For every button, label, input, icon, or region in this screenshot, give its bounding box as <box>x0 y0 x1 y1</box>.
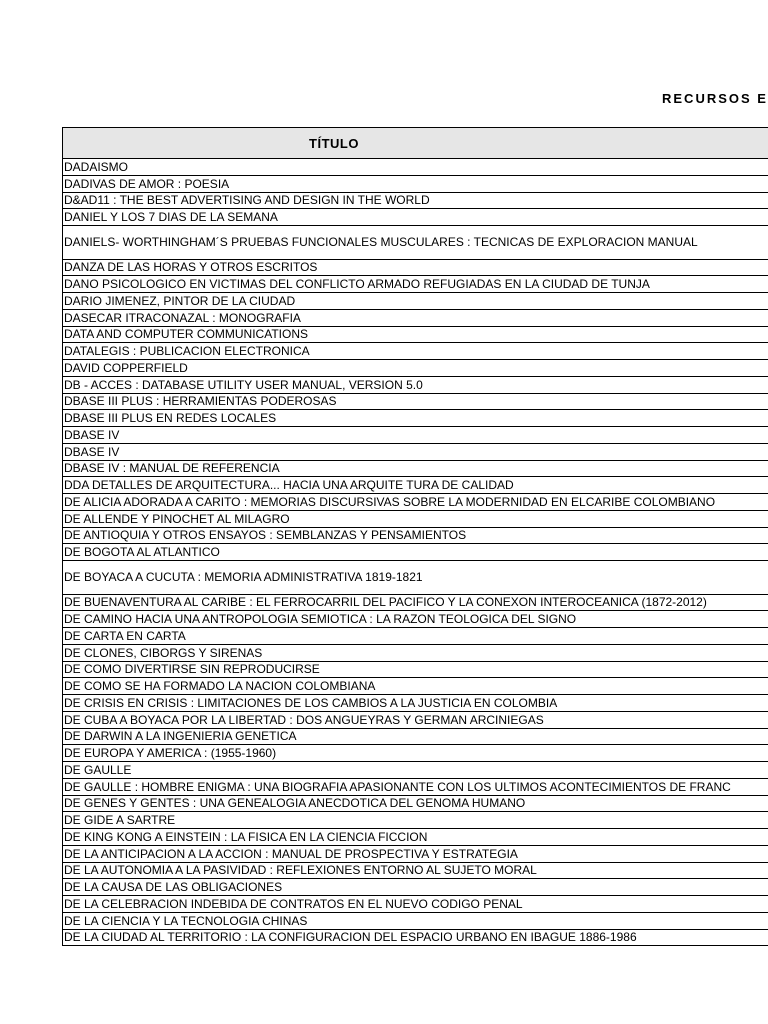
title-cell: DANZA DE LAS HORAS Y OTROS ESCRITOS <box>63 259 768 276</box>
table-row <box>63 561 768 595</box>
title-cell: DE DARWIN A LA INGENIERIA GENETICA <box>63 728 768 745</box>
title-cell: DE COMO SE HA FORMADO LA NACION COLOMBIANA <box>63 678 768 695</box>
table-row <box>63 226 768 260</box>
table-row <box>63 829 768 846</box>
table-row <box>63 544 768 561</box>
table-row <box>63 745 768 762</box>
column-header-titulo <box>63 128 768 159</box>
table-row <box>63 711 768 728</box>
table-row <box>63 293 768 310</box>
title-cell: DE GENES Y GENTES : UNA GENEALOGIA ANECDOTICA DEL GENOMA HUMANO <box>63 795 768 812</box>
table-row <box>63 427 768 444</box>
title-cell: DE LA CIENCIA Y LA TECNOLOGIA CHINAS <box>63 912 768 929</box>
title-cell: DBASE III PLUS : HERRAMIENTAS PODEROSAS <box>63 393 768 410</box>
table-row <box>63 326 768 343</box>
table-row <box>63 343 768 360</box>
title-cell: DANIEL Y LOS 7 DIAS DE LA SEMANA <box>63 209 768 226</box>
table-row <box>63 510 768 527</box>
title-cell: DASECAR ITRACONAZAL : MONOGRAFIA <box>63 309 768 326</box>
table-row <box>63 879 768 896</box>
title-cell: DE ALLENDE Y PINOCHET AL MILAGRO <box>63 510 768 527</box>
title-cell: DE KING KONG A EINSTEIN : LA FISICA EN LA CIENCIA FICCION <box>63 829 768 846</box>
table-row <box>63 661 768 678</box>
title-cell: DE GAULLE <box>63 762 768 779</box>
title-cell: DBASE IV <box>63 427 768 444</box>
column-header-label: TÍTULO <box>309 135 359 151</box>
table-row <box>63 762 768 779</box>
title-cell: DE LA CELEBRACION INDEBIDA DE CONTRATOS EN EL NUEVO CODIGO PENAL <box>63 896 768 913</box>
table-row <box>63 477 768 494</box>
title-cell: DE LA CAUSA DE LAS OBLIGACIONES <box>63 879 768 896</box>
table-header-row <box>63 128 768 159</box>
title-cell: DE GIDE A SARTRE <box>63 812 768 829</box>
title-cell: DE CAMINO HACIA UNA ANTROPOLOGIA SEMIOTICA : LA RAZON TEOLOGICA DEL SIGNO <box>63 611 768 628</box>
table-row <box>63 527 768 544</box>
page-title: RECURSOS E <box>662 91 768 106</box>
table-row <box>63 410 768 427</box>
title-cell: DE BOYACA A CUCUTA : MEMORIA ADMINISTRATIVA 1819-1821 <box>63 561 768 595</box>
table-row <box>63 309 768 326</box>
table-row <box>63 259 768 276</box>
table-row <box>63 494 768 511</box>
title-cell: DDA DETALLES DE ARQUITECTURA... HACIA UNA ARQUITE TURA DE CALIDAD <box>63 477 768 494</box>
title-cell: DE LA CIUDAD AL TERRITORIO : LA CONFIGURACION DEL ESPACIO URBANO EN IBAGUE 1886-1986 <box>63 929 768 946</box>
table-row <box>63 912 768 929</box>
table-row <box>63 644 768 661</box>
table-row <box>63 460 768 477</box>
title-cell: DE LA AUTONOMIA A LA PASIVIDAD : REFLEXIONES ENTORNO AL SUJETO MORAL <box>63 862 768 879</box>
title-cell: DANIELS- WORTHINGHAM´S PRUEBAS FUNCIONALES MUSCULARES : TECNICAS DE EXPLORACION MANUAL <box>63 226 768 260</box>
title-cell: DANO PSICOLOGICO EN VICTIMAS DEL CONFLICTO ARMADO REFUGIADAS EN LA CIUDAD DE TUNJA <box>63 276 768 293</box>
title-cell: DADAISMO <box>63 159 768 176</box>
table-row <box>63 845 768 862</box>
title-cell: DE ANTIOQUIA Y OTROS ENSAYOS : SEMBLANZAS Y PENSAMIENTOS <box>63 527 768 544</box>
table-row <box>63 929 768 946</box>
title-cell: DATALEGIS : PUBLICACION ELECTRONICA <box>63 343 768 360</box>
table-row <box>63 795 768 812</box>
title-cell: DBASE III PLUS EN REDES LOCALES <box>63 410 768 427</box>
title-cell: DE CARTA EN CARTA <box>63 628 768 645</box>
title-cell: DBASE IV : MANUAL DE REFERENCIA <box>63 460 768 477</box>
table-row <box>63 360 768 377</box>
table-row <box>63 896 768 913</box>
table-row <box>63 695 768 712</box>
table-row <box>63 778 768 795</box>
title-cell: DE LA ANTICIPACION A LA ACCION : MANUAL DE PROSPECTIVA Y ESTRATEGIA <box>63 845 768 862</box>
title-cell: DE BOGOTA AL ATLANTICO <box>63 544 768 561</box>
table-row <box>63 159 768 176</box>
title-cell: DE GAULLE : HOMBRE ENIGMA : UNA BIOGRAFIA APASIONANTE CON LOS ULTIMOS ACONTECIMIENTOS DE FRANC <box>63 778 768 795</box>
title-cell: DE CUBA A BOYACA POR LA LIBERTAD : DOS ANGUEYRAS Y GERMAN ARCINIEGAS <box>63 711 768 728</box>
title-cell: DAVID COPPERFIELD <box>63 360 768 377</box>
table-row <box>63 175 768 192</box>
title-cell: DADIVAS DE AMOR : POESIA <box>63 175 768 192</box>
catalog-table-container <box>62 127 768 946</box>
table-row <box>63 209 768 226</box>
title-cell: DE CRISIS EN CRISIS : LIMITACIONES DE LOS CAMBIOS A LA JUSTICIA EN COLOMBIA <box>63 695 768 712</box>
table-row <box>63 393 768 410</box>
table-row <box>63 611 768 628</box>
title-cell: DBASE IV <box>63 443 768 460</box>
title-cell: DB - ACCES : DATABASE UTILITY USER MANUAL, VERSION 5.0 <box>63 376 768 393</box>
table-row <box>63 628 768 645</box>
catalog-table-body <box>63 159 768 946</box>
table-row <box>63 728 768 745</box>
table-row <box>63 862 768 879</box>
title-cell: DE EUROPA Y AMERICA : (1955-1960) <box>63 745 768 762</box>
table-row <box>63 812 768 829</box>
title-cell: DE BUENAVENTURA AL CARIBE : EL FERROCARRIL DEL PACIFICO Y LA CONEXON INTEROCEANICA (1872-2012) <box>63 594 768 611</box>
title-cell: DE COMO DIVERTIRSE SIN REPRODUCIRSE <box>63 661 768 678</box>
title-cell: D&AD11 : THE BEST ADVERTISING AND DESIGN IN THE WORLD <box>63 192 768 209</box>
catalog-table <box>62 127 768 946</box>
title-cell: DE ALICIA ADORADA A CARITO : MEMORIAS DISCURSIVAS SOBRE LA MODERNIDAD EN ELCARIBE COLOMBIANO <box>63 494 768 511</box>
title-cell: DE CLONES, CIBORGS Y SIRENAS <box>63 644 768 661</box>
title-cell: DARIO JIMENEZ, PINTOR DE LA CIUDAD <box>63 293 768 310</box>
table-row <box>63 678 768 695</box>
title-cell: DATA AND COMPUTER COMMUNICATIONS <box>63 326 768 343</box>
table-row <box>63 192 768 209</box>
table-row <box>63 594 768 611</box>
table-row <box>63 276 768 293</box>
table-row <box>63 376 768 393</box>
table-row <box>63 443 768 460</box>
